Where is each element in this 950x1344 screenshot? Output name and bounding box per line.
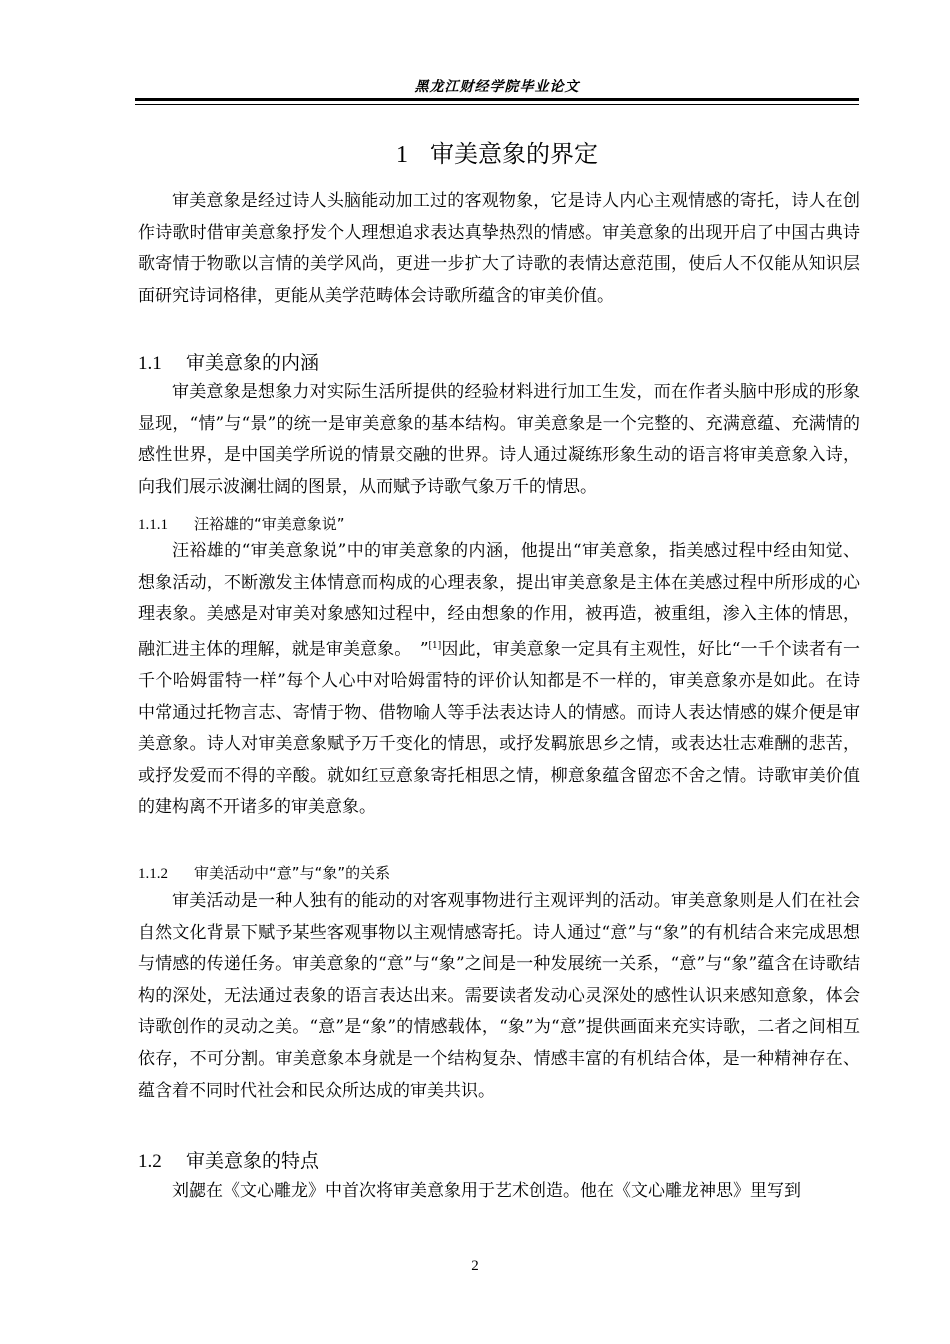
header-rule-thin [135, 104, 859, 105]
paragraph-1-1: 审美意象是想象力对实际生活所提供的经验材料进行加工生发，而在作者头脑中形成的形象显现，“情”与“景”的统一是审美意象的基本结构。审美意象是一个完整的、充满意蕴、充满情的感性世界，是中国美学所说的情景交融的世界。诗人通过凝练形象生动的语言将审美意象入诗，向我们展示波澜壮阔的图景，从而赋予诗歌气象万千的情思。 [138, 382, 860, 497]
section-number: 1.1.2 [138, 866, 168, 882]
section-title: 汪裕雄的“审美意象说” [194, 515, 345, 533]
section-heading-1-1 [138, 348, 319, 375]
citation-ref[interactable]: [1] [428, 640, 442, 651]
section-number: 1.1.1 [138, 517, 168, 533]
chapter-heading [135, 134, 859, 169]
paragraph-text: 因此，审美意象一定具有主观性，好比“一千个读者有一千个哈姆雷特一样”每个人心中对哈姆雷特的评价认知都是不一样的，审美意象亦是如此。在诗中常通过托物言志、寄情于物、借物喻人等手法表达诗人的情感。而诗人表达情感的媒介便是审美意象。诗人对审美意象赋予万千变化的情思，或抒发羁旅思乡之情，或表达壮志难酬的悲苦，或抒发爱而不得的辛酸。就如红豆意象寄托相思之情，柳意象蕴含留恋不舍之情。诗歌审美价值的建构离不开诸多的审美意象。 [138, 639, 860, 818]
page-number: 2 [471, 1258, 479, 1274]
running-header: 黑龙江财经学院毕业论文 [414, 79, 580, 95]
header-rule-thick [135, 98, 859, 101]
section-title: 审美意象的特点 [186, 1150, 320, 1172]
section-heading-1-2 [138, 1146, 319, 1173]
paragraph-1-2: 刘勰在《文心雕龙》中首次将审美意象用于艺术创造。他在《文心雕龙神思》里写到 [172, 1181, 801, 1201]
paragraph-intro: 审美意象是经过诗人头脑能动加工过的客观物象，它是诗人内心主观情感的寄托，诗人在创作诗歌时借审美意象抒发个人理想追求表达真挚热烈的情感。审美意象的出现开启了中国古典诗歌寄情于物歌以言情的美学风尚，更进一步扩大了诗歌的表情达意范围，使后人不仅能从知识层面研究诗词格律，更能从美学范畴体会诗歌所蕴含的审美价值。 [138, 191, 860, 306]
section-number: 1.1 [138, 353, 162, 374]
paragraph-1-1-2: 审美活动是一种人独有的能动的对客观事物进行主观评判的活动。审美意象则是人们在社会自然文化背景下赋予某些客观事物以主观情感寄托。诗人通过“意”与“象”的有机结合来完成思想与情感的传递任务。审美意象的“意”与“象”之间是一种发展统一关系，“意”与“象”蕴含在诗歌结构的深处，无法通过表象的语言表达出来。需要读者发动心灵深处的感性认识来感知意象，体会诗歌创作的灵动之美。“意”是“象”的情感载体，“象”为“意”提供画面来充实诗歌，二者之间相互依存，不可分割。审美意象本身就是一个结构复杂、情感丰富的有机结合体，是一种精神存在、蕴含着不同时代社会和民众所达成的审美共识。 [138, 891, 860, 1101]
chapter-title: 审美意象的界定 [430, 140, 598, 168]
section-heading-1-1-1 [138, 513, 345, 534]
paragraph-1-1-1 [138, 536, 860, 824]
section-title: 审美活动中“意”与“象”的关系 [194, 864, 391, 882]
section-title: 审美意象的内涵 [186, 352, 320, 374]
paragraph-text: 汪裕雄的“审美意象说”中的审美意象的内涵，他提出“审美意象，指美感过程中经由知觉、想象活动，不断激发主体情意而构成的心理表象，提出审美意象是主体在美感过程中所形成的心理表象。美感是对审美对象感知过程中，经由想象的作用，被再造，被重组，渗入主体的情思，融汇进主体的理解，就是审美意象。 ” [138, 541, 860, 660]
section-heading-1-1-2 [138, 862, 390, 883]
section-number: 1.2 [138, 1151, 162, 1172]
chapter-number: 1 [396, 142, 408, 168]
